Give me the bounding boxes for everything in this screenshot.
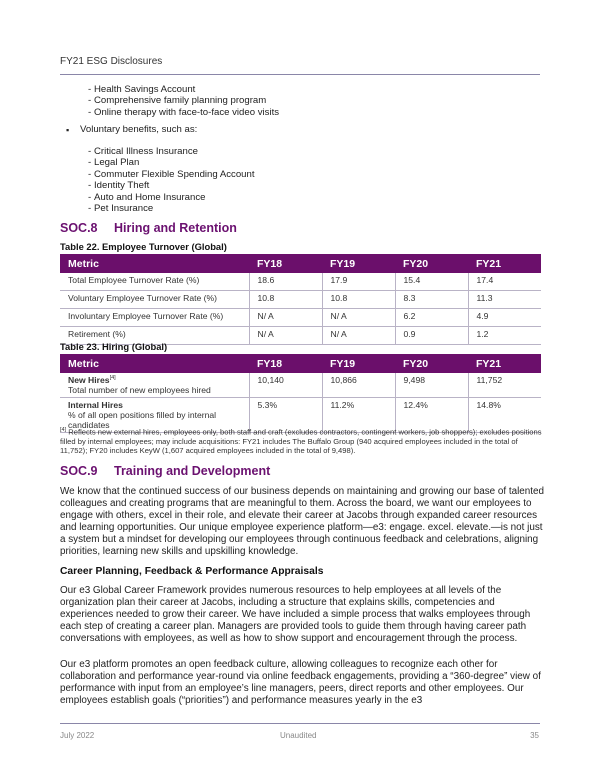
cell: 5.3%: [249, 398, 322, 433]
list-item: - Pet Insurance: [60, 203, 255, 214]
list-item: - Commuter Flexible Spending Account: [60, 169, 255, 180]
column-header: FY21: [468, 254, 541, 273]
list-item: - Health Savings Account: [60, 84, 279, 95]
benefits-sublist: [60, 84, 279, 118]
employee-turnover-table: [60, 254, 541, 345]
column-header: FY19: [322, 354, 395, 373]
footer-date: July 2022: [60, 731, 95, 740]
section-number: SOC.9: [60, 464, 98, 478]
list-item: - Critical Illness Insurance: [60, 146, 255, 157]
cell: 10,866: [322, 373, 395, 398]
section-title: Training and Development: [114, 464, 271, 478]
column-header: FY19: [322, 254, 395, 273]
section-title: Hiring and Retention: [114, 221, 237, 235]
cell: 10,140: [249, 373, 322, 398]
subheading: Career Planning, Feedback & Performance Appraisals: [60, 566, 324, 577]
cell: 12.4%: [395, 398, 468, 433]
table-caption: Table 22. Employee Turnover (Global): [60, 241, 227, 252]
page-header-title: FY21 ESG Disclosures: [60, 56, 163, 67]
footnote-mark: [4]: [60, 427, 67, 433]
section-heading-soc8: [60, 221, 237, 235]
paragraph: We know that the continued success of our business depends on maintaining and growing our base of talented colleagues and creating programs that are meaningful to them. Across the board, we want our employees to engage with others, excel in their role, and elevate their career at Jacobs through expanded career resources and learning opportunities. Our unique employee experience platform—e3: engage. excel. elevate.—is not just a system but a mindset for developing our employees through continuous feedback and celebrations, aligning priorities, learning new skills and upskilling knowledge.: [60, 486, 545, 557]
hiring-table: [60, 354, 541, 433]
column-header: FY21: [468, 354, 541, 373]
table-header-row: [60, 354, 541, 373]
voluntary-bullet: [60, 124, 197, 136]
cell: 18.6: [249, 273, 322, 291]
voluntary-sublist: [60, 146, 255, 214]
cell: 8.3: [395, 291, 468, 309]
cell: Total Employee Turnover Rate (%): [60, 273, 249, 291]
footer-divider: [60, 723, 540, 724]
footer-status: Unaudited: [280, 731, 317, 740]
column-header: FY20: [395, 354, 468, 373]
cell: 14.8%: [468, 398, 541, 433]
cell: Involuntary Employee Turnover Rate (%): [60, 309, 249, 327]
cell: 10.8: [249, 291, 322, 309]
cell: 15.4: [395, 273, 468, 291]
cell: 4.9: [468, 309, 541, 327]
list-item: - Auto and Home Insurance: [60, 192, 255, 203]
cell: 17.4: [468, 273, 541, 291]
column-header: Metric: [60, 354, 249, 373]
table-row: [60, 373, 541, 398]
column-header: FY18: [249, 354, 322, 373]
cell: 1.2: [468, 327, 541, 345]
list-item: - Legal Plan: [60, 157, 255, 168]
list-item: - Comprehensive family planning program: [60, 95, 279, 106]
footnote-ref: [4]: [109, 375, 116, 382]
footnote-text: Reflects new external hires, employees only, both staff and craft (excludes contractors, contingent workers, job shoppers); excludes positions filled by internal employees; may include acquisitions: FY21 includes The Buffalo Group (940 acquired employees included in the total of 11,752); FY20 includes KeyW (1,607 acquired employees included in the total of 9,498).: [60, 427, 542, 456]
cell: N/ A: [322, 309, 395, 327]
table-header-row: [60, 254, 541, 273]
cell: 9,498: [395, 373, 468, 398]
cell: N/ A: [322, 327, 395, 345]
column-header: FY20: [395, 254, 468, 273]
page-number: 35: [530, 731, 539, 740]
cell: N/ A: [249, 309, 322, 327]
table-footnote: [60, 426, 545, 456]
metric-desc: Total number of new employees hired: [68, 385, 211, 395]
cell: 11.2%: [322, 398, 395, 433]
metric-desc: % of all open positions filled by internal candidates: [68, 410, 217, 430]
cell: 11.3: [468, 291, 541, 309]
cell: 17.9: [322, 273, 395, 291]
paragraph: Our e3 platform promotes an open feedback culture, allowing colleagues to recognize each other for collaboration and performance year-round via online feedback engagements, providing a “360-degree” view of performance with input from an employee’s line managers, peers, direct reports and other employees. Our employees establish goals (“priorities”) and performance measures yearly in the e3: [60, 659, 541, 706]
section-number: SOC.8: [60, 221, 98, 235]
header-divider: [60, 74, 540, 75]
metric-title: Internal Hires: [68, 400, 123, 410]
metric-cell: [60, 373, 249, 398]
cell: N/ A: [249, 327, 322, 345]
list-item: ▪ Voluntary benefits, such as:: [60, 124, 197, 136]
cell: Retirement (%): [60, 327, 249, 345]
column-header: FY18: [249, 254, 322, 273]
table-row: [60, 309, 541, 327]
paragraph: Our e3 Global Career Framework provides numerous resources to help employees at all levels of the organization plan their career at Jacobs, including a structure that explains skills, competencies and experiences needed to grow their career. We have included a simple process that walks employees through each step of creating a career plan. Managers are provided tools to guide them through having career path conversations with employees, as well as how to show support and encouragement through the process.: [60, 585, 531, 644]
column-header: Metric: [60, 254, 249, 273]
metric-title: New Hires: [68, 375, 110, 385]
section-heading-soc9: [60, 464, 270, 478]
cell: 6.2: [395, 309, 468, 327]
table-row: [60, 273, 541, 291]
table-caption: Table 23. Hiring (Global): [60, 341, 168, 352]
cell: Voluntary Employee Turnover Rate (%): [60, 291, 249, 309]
cell: 0.9: [395, 327, 468, 345]
cell: 11,752: [468, 373, 541, 398]
list-item: - Identity Theft: [60, 180, 255, 191]
table-row: [60, 291, 541, 309]
cell: 10.8: [322, 291, 395, 309]
list-item: - Online therapy with face-to-face video visits: [60, 107, 279, 118]
